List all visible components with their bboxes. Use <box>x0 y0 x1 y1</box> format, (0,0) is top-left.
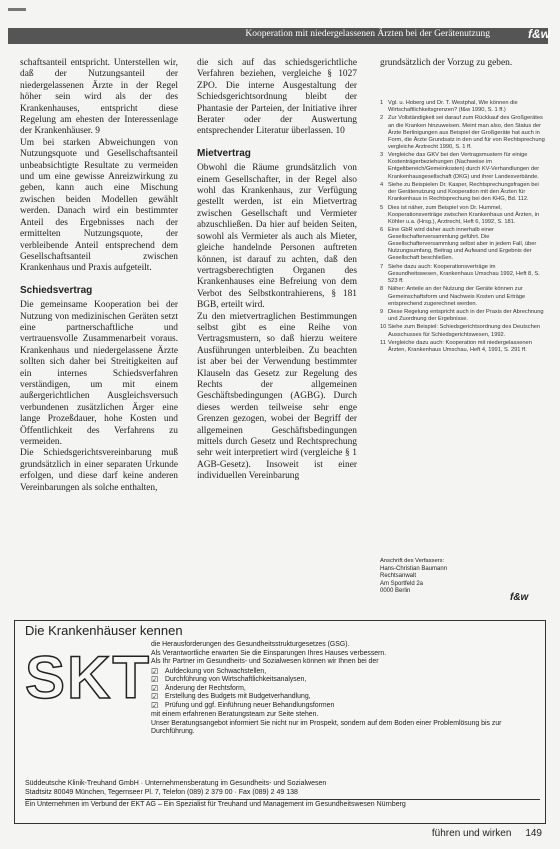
ad-outro: Unser Beratungsangebot informiert Sie nicht nur im Prospekt, sondern auf dem Boden einer Problemlösung bis zur Durchführung. <box>151 719 502 735</box>
footnote-number: 9 <box>380 309 384 315</box>
footnote <box>380 152 545 180</box>
column-1 <box>20 58 178 494</box>
checkbox-icon: ☑ <box>151 666 159 676</box>
checkbox-icon: ☑ <box>151 683 159 693</box>
checkbox-icon: ☑ <box>151 700 159 710</box>
footnote-number: 3 <box>380 152 384 159</box>
ad-bullet-text: Aufdeckung von Schwachstellen, <box>165 667 267 675</box>
ad-intro: die Herausforderungen des Gesundheitsstrukturgesetzes (GSG). <box>151 641 350 648</box>
footnote <box>380 205 545 226</box>
ad-bullet-text: Änderung der Rechtsform, <box>165 684 246 692</box>
ad-intro: Als Verantwortliche erwarten Sie die Einsparungen Ihres Hauses verbessern. <box>151 649 387 657</box>
ad-bullet-text: Prüfung und ggf. Einführung neuer Behandlungsformen <box>165 701 335 709</box>
advertisement <box>14 620 546 824</box>
footnote <box>380 324 545 338</box>
footnote-text: Dies ist näher, zum Beispiel von Dr. Hummel, Kooperationsverträge zwischen Krankenhaus und Ärzten, in Köhler u.a. (Hrsg.), Arztrecht, Heft 6, 1992, S. 181. <box>388 204 540 225</box>
footnote-number: 10 <box>380 324 387 331</box>
checkbox-icon: ☑ <box>151 692 159 701</box>
author-address <box>380 558 540 596</box>
paragraph: Die gemeinsame Kooperation bei der Nutzung von medizinischen Geräten setzt eine partnerschaftliche und vertrauensvolle Zusammenarbeit voraus. Krankenhaus und niedergelassene Ärzte sollten sich daher bei Streitigkeiten auf ein internes Schiedsverfahren verständigen, um mit einem außergerichtlichen Ausgleichsversuch verbundenen zusätzlichen Ärger eine lange Prozeßdauer, hohe Kosten und Öffentlichkeit des Verfahrens zu vermeiden. <box>20 300 178 447</box>
footnote <box>380 309 545 323</box>
footnote-number: 6 <box>380 227 384 234</box>
footnote-text: Siehe zum Beispiel: Schiedsgerichtsordnung des Deutschen Ausschusses für Schiedsgerichtswesen, 1992. <box>388 324 541 338</box>
footnote-text: Vergleiche das GKV bei den Vertragsmustern für einige Kostenträgerbeziehungen (Nachweise im Entgeltbereich/Gemeinkosten) durch KV-Verhandlungen der Krankenhausgesellschaft (DKG) und ihrer Landesverbände. <box>388 152 540 180</box>
journal-logo: f&w <box>528 27 550 41</box>
footnote <box>380 115 545 150</box>
paragraph: Obwohl die Räume grundsätzlich von einem Gesellschafter, in der Regel also wohl das Krankenhaus, zur Verfügung gestellt werden, ist ein Mietvertrag zwischen Gesellschaft und Vermieter abzuschließen. Da hier auf beiden Seiten, sowohl als Vermieter als auch als Mieter, gleiche handelnde Personen auftreten können, ist darauf zu achten, daß den vertragsberechtigten Organen des Krankenhauses eine Befreiung von dem Verbot des Selbstkontrahierens, § 181 BGB, erteilt wird. <box>197 163 357 311</box>
author-city: 0000 Berlin <box>380 588 411 595</box>
footnote-text: Vgl. u. Hoberg und Dr. T. Westphal, Wie können die Wirtschaftlichkeitsgrenzen? (f&w 1990, S. 1 ff.) <box>388 100 518 114</box>
author-street: Am Sportfeld 2a <box>380 580 424 587</box>
ad-footer <box>25 779 540 809</box>
footnote <box>380 264 545 285</box>
page-number: 149 <box>525 828 542 839</box>
paragraph: Zu den mietvertraglichen Bestimmungen selbst gibt es eine Reihe von Vertragsmustern, so daß hierzu weitere Ausführungen unterbleiben. Zu beachten ist aber bei der Verwendung bestimmter Klauseln das Gesetz zur Regelung des Rechts der allgemeinen Geschäftsbedingungen (AGBG). Durch dieses werden teilweise sehr enge Grenzen gezogen, wobei der Begriff der allgemeinen Geschäftsbedingungen mittels durch Gesetz und Rechtsprechung sehr weit interpretiert wird (vergleiche § 1 AGB-Gesetz). Insoweit ist einer individuellen Vereinbarung <box>197 311 357 482</box>
corner-mark <box>8 8 26 11</box>
ad-title: Die Krankenhäuser kennen <box>25 623 183 638</box>
footnote-text: Näher: Anteile an der Nutzung der Geräte können zur Gemeinschaftsform und Nachweis Kosten und Erträge entsprechend zugerechnet werden. <box>388 286 526 307</box>
page-title: Kooperation mit niedergelassenen Ärzten bei der Gerätenutzung <box>245 29 490 39</box>
journal-name: führen und wirken <box>431 828 512 839</box>
footnotes <box>380 100 545 355</box>
ad-logo: SKT <box>25 644 151 711</box>
paragraph: schaftsanteil entspricht. Unterstellen wir, daß der Nutzungsanteil der niedergelassenen Ärzte in der Regel höher sein wird als der des Krankenhauses, entspricht diese Regelung am ehesten der Interessenlage der Krankenhäuser. 9 <box>20 58 178 137</box>
page-footer <box>432 828 542 839</box>
footnote <box>380 100 545 114</box>
ad-group: Ein Unternehmen im Verbund der EKT AG – Ein Spezialist für Treuhand und Management im Gesundheitswesen Nürnberg <box>25 801 406 808</box>
footnote-text: Siehe zu Beispielen Dr. Kasper, Rechtsprechungsfragen bei der Gerätenutzung und Kooperation mit den Ärzten für Krankenhaus in Rechtsprechung bei den KHG, Bd. 112. <box>388 181 539 203</box>
ad-intro: Als Ihr Partner im Gesundheits- und Sozialwesen können wir Ihnen bei der <box>151 658 379 665</box>
footnote-number: 4 <box>380 181 384 188</box>
footnote <box>380 340 545 354</box>
journal-logo-small: f&w <box>510 592 529 603</box>
ad-company: Süddeutsche Klinik-Treuhand GmbH · Unternehmensberatung im Gesundheits- und Sozialwesen <box>25 780 327 787</box>
ad-bullet-list <box>151 668 541 711</box>
ad-bullet <box>151 668 541 677</box>
footnote-number: 2 <box>380 115 384 122</box>
footnote-number: 7 <box>380 263 384 270</box>
footnote <box>380 286 545 307</box>
address-label: Anschrift des Verfassers: <box>380 558 445 564</box>
section-heading-mietvertrag: Mietvertrag <box>197 147 251 159</box>
ad-bullet <box>151 676 541 685</box>
footnote-number: 5 <box>380 204 384 211</box>
footnote-text: Eine GbR wird daher auch innerhalb einer Gesellschafterversammlung geführt. Die Gesellschafterversammlung selbst aber in jedem Fall, über Nutzungsumfang, Beitrag und Aufwand und Ergebnis der Gesellschaft beschließen. <box>388 227 537 262</box>
ad-outro: mit einem erfahrenen Beratungsteam zur Seite stehen. <box>151 711 319 718</box>
column-3 <box>380 58 540 69</box>
footnote-text: Vergleiche dazu auch: Kooperation mit niedergelassenen Ärzten, Krankenhaus Umschau, Heft 4, 1991, S. 291 ff. <box>388 339 532 354</box>
author-name: Hans-Christian Baumann <box>380 565 448 572</box>
paragraph: Die Schiedsgerichtsvereinbarung muß grundsätzlich in einer separaten Urkunde erfolgen, und diese darf keine anderen Vereinbarungen als solche enthalten, <box>20 448 178 493</box>
footnote-number: 8 <box>380 286 384 293</box>
section-heading-schiedsvertrag: Schiedsvertrag <box>20 284 93 296</box>
footnote-text: Zur Vollständigkeit sei darauf zum Rückkauf des Großgerätes an die Kranken hinzuweisen. Meint man also, den Status der Ärzte Berlinigungen aus Beispiel der Großgeräte hat auch in Form, die Ärzte Grundsatz in den und für von Rechtsprechung vergleiche Arztrecht 1990, S. 1 ff. <box>388 115 545 150</box>
ad-text <box>151 641 541 737</box>
author-role: Rechtsanwalt <box>380 573 417 580</box>
ad-bullet <box>151 685 541 694</box>
ad-contact: Stadtsitz 80049 München, Tegernseer Pl. 7, Telefon (089) 2 379 00 · Fax (089) 2 49 138 <box>25 789 298 796</box>
paragraph: grundsätzlich der Vorzug zu geben. <box>380 58 513 68</box>
ad-bullet <box>151 693 541 702</box>
ad-bullet-text: Erstellung des Budgets mit Budgetverhandlung, <box>165 693 311 700</box>
footnote-text: Diese Regelung entspricht auch in der Praxis der Abrechnung und Zuordnung der Ergebnisse. <box>388 309 544 323</box>
paragraph: die sich auf das schiedsgerichtliche Verfahren beziehen, vergleiche § 1027 ZPO. Die interne Ausgestaltung der Schiedsgerichtsordnung bleibt der Phantasie der Parteien, der Initiative ihrer Berater oder der Auswertung entsprechender Literatur überlassen. 10 <box>197 58 357 137</box>
ad-bullet <box>151 702 541 711</box>
footnote <box>380 182 545 203</box>
ad-bullet-text: Durchführung von Wirtschaftlichkeitsanalysen, <box>165 676 307 683</box>
paragraph: Um bei starken Abweichungen von Nutzungsquote und Gesellschaftsanteil unbeabsichtigte Resultate zu vermeiden und um eine gewisse Anreizwirkung zu geben, kann auch eine Mischung zwischen beiden Modellen gewählt werden. Danach wird ein bestimmter Anteil des Ergebnisses nach der ermittelten Nutzungsquote, der verbleibende Anteil entsprechend dem Gesellschaftsanteil zwischen Krankenhaus und Praxis aufgeteilt. <box>20 137 178 274</box>
column-2 <box>197 58 357 483</box>
footnote-number: 1 <box>380 100 384 106</box>
checkbox-icon: ☑ <box>151 675 159 684</box>
footnote <box>380 227 545 262</box>
footnote-number: 11 <box>380 339 386 346</box>
footnote-text: Siehe dazu auch: Kooperationsverträge im Gesundheitswesen, Krankenhaus Umschau 1992, Heft 8, S. 523 ff. <box>388 263 540 285</box>
